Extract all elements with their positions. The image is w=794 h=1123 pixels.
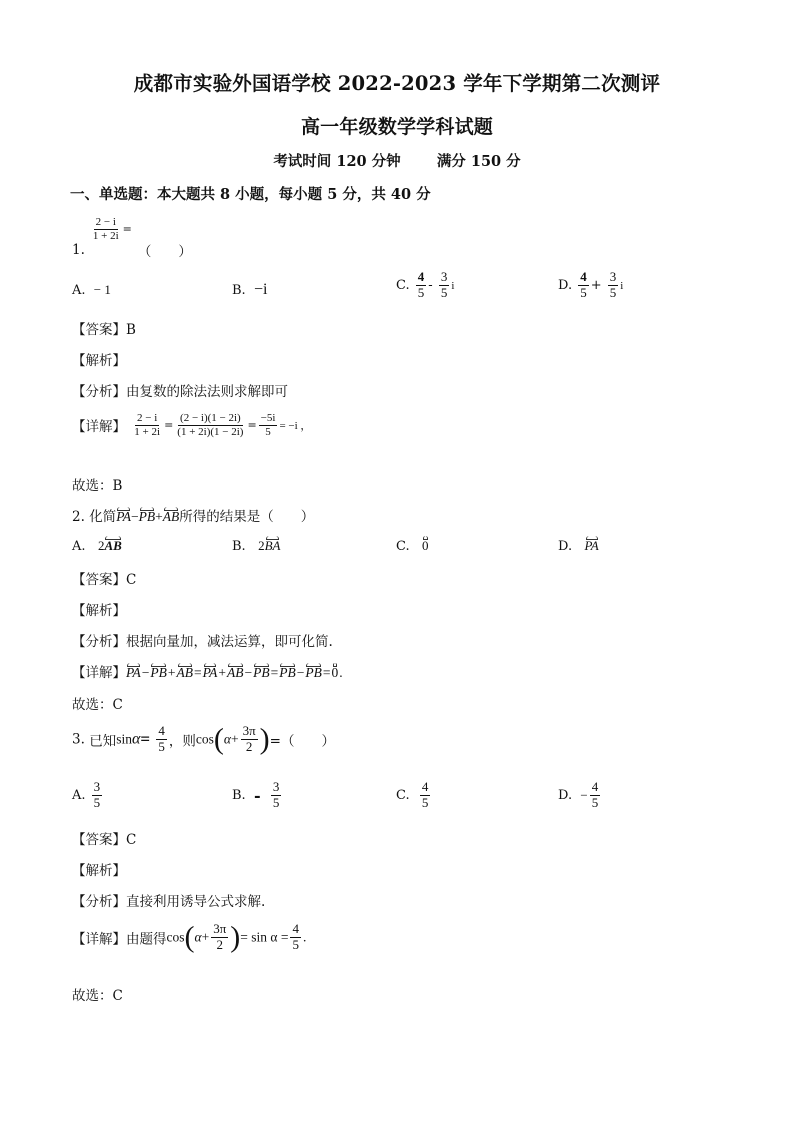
fraction: $\frac{4}{5}$ <box>292 921 299 952</box>
fraction: $\frac{4}{5}$ <box>591 779 599 810</box>
q1-detail: 【详解】 $\frac{2 - i}{1 + 2i}$ = $\frac{(2 - i)(1 - 2i)}{(1 + 2i)(1 - 2i)}$ = $\frac{-5i}{5}$ = −i ， <box>72 412 312 438</box>
question-2: 2. 化简PA−PB+AB所得的结果是（ ） <box>72 509 315 525</box>
answer-blank: （ ） <box>137 244 192 260</box>
q1-expression: $\frac{2 - i}{1 + 2i}$ = <box>92 216 132 242</box>
q3-detail: 【详解】由题得cos(α+ $\frac{3\pi}{2}$ )= sin α = $\frac{4}{5}$ . <box>72 920 307 954</box>
q1-analysis-label: 【解析】 <box>72 353 126 369</box>
fraction: $\frac{(2 - i)(1 - 2i)}{(1 + 2i)(1 - 2i)}$ <box>177 412 244 438</box>
vector-term: PB <box>150 665 167 680</box>
q3-option-b: B. - $\frac{3}{5}$ <box>232 779 280 810</box>
q3-option-a: A. $\frac{3}{5}$ <box>72 779 101 810</box>
operator: − <box>296 665 305 680</box>
operator: . <box>339 665 343 680</box>
fraction: $\frac{3}{5}$ <box>272 779 280 810</box>
q1-option-d: D. $\frac{4}{5}$ + $\frac{3}{5}$ i <box>558 269 624 300</box>
operator: − <box>141 665 150 680</box>
q2-option-b: B. 2BA <box>232 538 281 554</box>
q3-answer: 【答案】C <box>72 832 137 848</box>
vector-term: PB <box>279 665 296 680</box>
operator: + <box>218 665 227 680</box>
q3-option-c: C. $\frac{4}{5}$ <box>396 779 429 810</box>
fraction: $\frac{3\pi}{2}$ <box>242 723 256 754</box>
q3-option-d: D. − $\frac{4}{5}$ <box>558 779 599 810</box>
exam-time: 考试时间 120 分钟 <box>273 153 401 170</box>
q2-option-c: C. 0 <box>396 538 429 554</box>
fraction: $\frac{4}{5}$ <box>158 723 165 754</box>
q2-answer: 【答案】C <box>72 572 137 588</box>
q1-option-a: A. − 1 <box>72 282 111 298</box>
q1-answer: 【答案】B <box>72 322 136 338</box>
q3-choose: 故选：C <box>72 988 123 1004</box>
q1-fenxi: 【分析】由复数的除法法则求解即可 <box>72 384 288 400</box>
fraction: $\frac{4}{5}$ <box>580 269 587 300</box>
q2-detail: 【详解】PA−PB+AB=PA+AB−PB=PB−PB=0. <box>72 665 343 681</box>
q2-option-a: A. 2AB <box>72 538 122 554</box>
question-number: 1. <box>72 242 85 258</box>
fraction: $\frac{2 - i}{1 + 2i}$ <box>134 412 161 438</box>
q2-analysis-label: 【解析】 <box>72 603 126 619</box>
exam-title: 成都市实验外国语学校 2022-2023 学年下学期第二次测评 <box>133 72 661 95</box>
exam-info <box>0 150 794 171</box>
vector-term: AB <box>227 665 244 680</box>
q1-choose: 故选：B <box>72 478 123 494</box>
exam-subtitle: 高一年级数学学科试题 <box>300 116 493 138</box>
fraction: $\frac{4}{5}$ <box>417 269 425 300</box>
q1-option-b: B. −i <box>232 281 268 298</box>
vector-term: PA <box>202 665 218 680</box>
question-1 <box>72 216 192 260</box>
operator: + <box>167 665 176 680</box>
operator: = <box>322 665 331 680</box>
vector-term: PB <box>305 665 322 680</box>
operator: − <box>244 665 253 680</box>
q2-option-d: D. PA <box>558 538 599 554</box>
fraction: $\frac{-5i}{5}$ <box>260 412 276 438</box>
vector-term: AB <box>176 665 194 680</box>
q2-choose: 故选：C <box>72 697 123 713</box>
fraction: $\frac{3\pi}{2}$ <box>213 921 227 952</box>
fraction: $\frac{3}{5}$ <box>440 269 448 300</box>
vector-term: PA <box>126 665 141 680</box>
operator: = <box>270 665 279 680</box>
fraction: $\frac{3}{5}$ <box>609 269 617 300</box>
fraction: $\frac{2 - i}{1 + 2i}$ <box>92 216 119 242</box>
q3-fenxi: 【分析】直接利用诱导公式求解. <box>72 894 266 910</box>
full-score: 满分 150 分 <box>436 153 521 170</box>
q1-option-c: C. $\frac{4}{5}$ - $\frac{3}{5}$ i <box>396 269 455 300</box>
q3-analysis-label: 【解析】 <box>72 863 126 879</box>
fraction: $\frac{4}{5}$ <box>421 779 429 810</box>
fraction: $\frac{3}{5}$ <box>93 779 101 810</box>
vector-term: 0 <box>331 665 339 680</box>
question-3: 3. 已知sinα= $\frac{4}{5}$ ，则cos(α+ $\frac{3\pi}{2}$ )=（ ） <box>72 722 335 756</box>
operator: = <box>194 665 202 680</box>
q2-fenxi: 【分析】根据向量加，减法运算，即可化简. <box>72 634 333 650</box>
section-heading: 一、单选题：本大题共 8 小题，每小题 5 分，共 40 分 <box>70 186 431 203</box>
vector-term: PB <box>253 665 270 680</box>
q2-detail-expression <box>126 665 344 681</box>
